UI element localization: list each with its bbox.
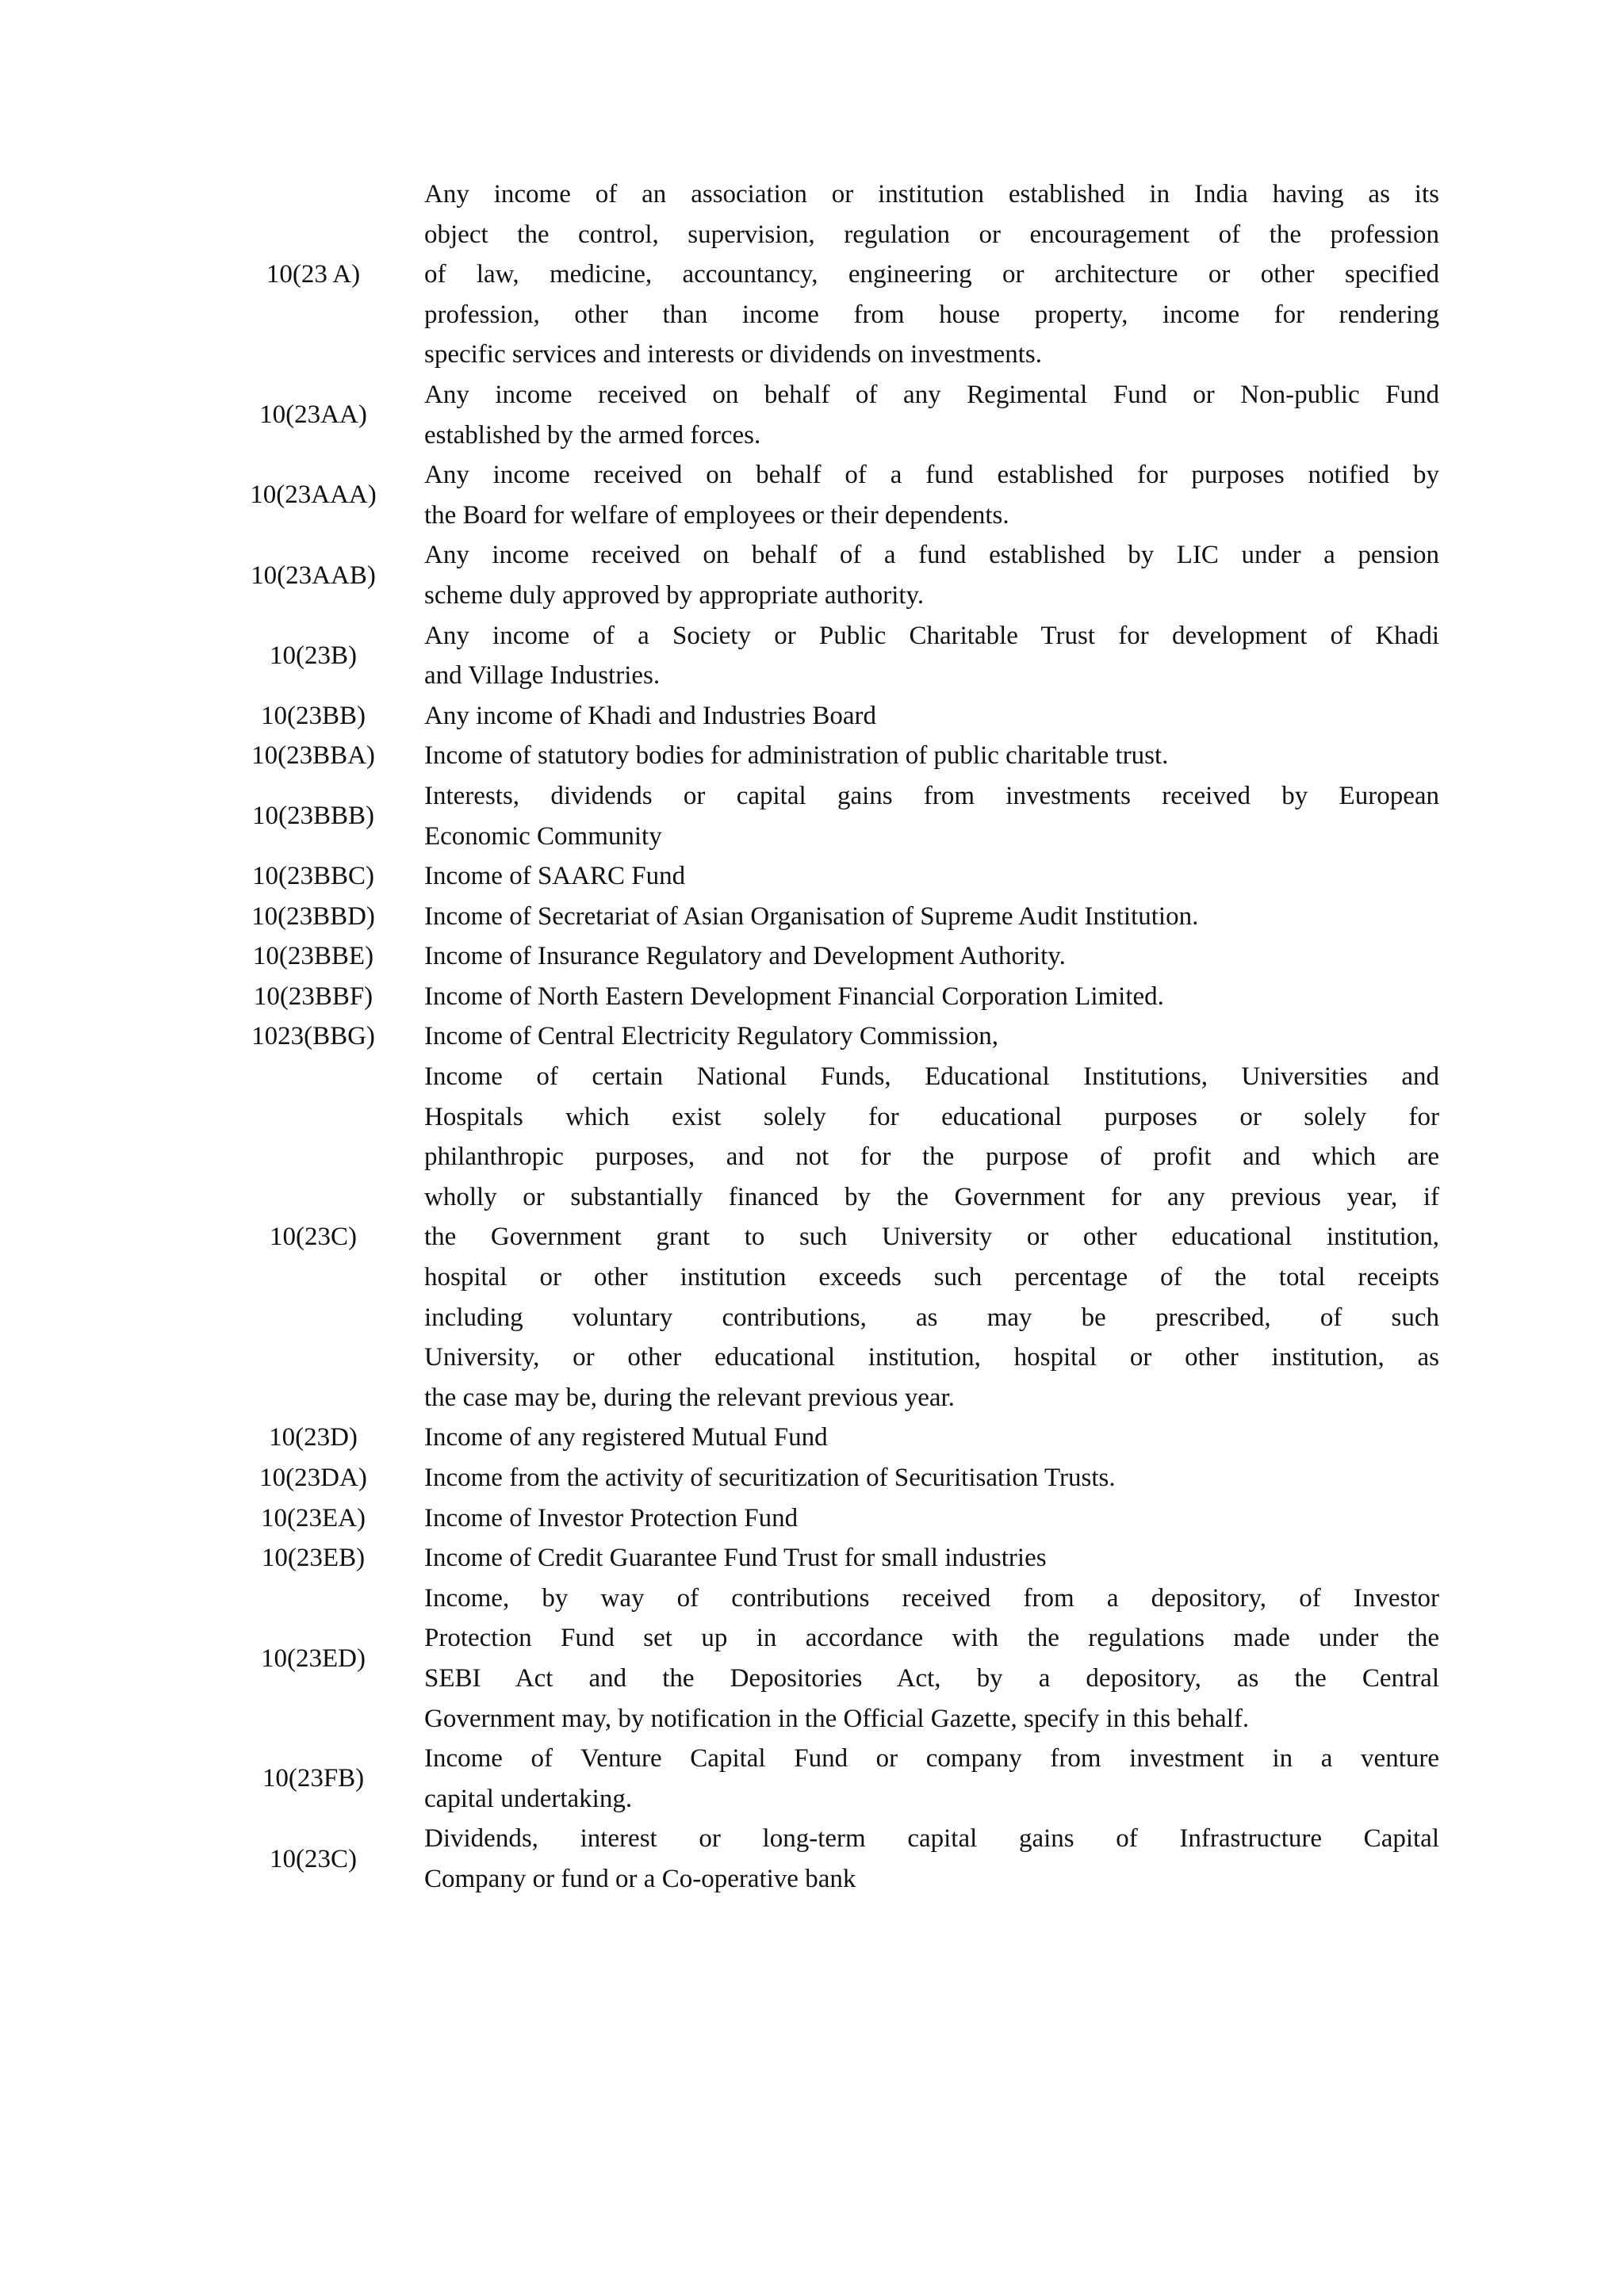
exemption-row <box>202 897 1439 937</box>
section-description <box>424 174 1439 375</box>
section-number: 10(23BBB) <box>251 802 374 831</box>
section-description <box>424 1458 1439 1498</box>
section-description <box>424 1739 1439 1819</box>
description-line: Dividends, interest or long-term capital gains of Infrastructure Capital <box>424 1824 1439 1854</box>
section-description <box>424 616 1439 696</box>
exemption-row <box>202 1057 1439 1418</box>
description-line: including voluntary contributions, as may be prescribed, of such <box>424 1303 1439 1332</box>
exemption-row <box>202 936 1439 977</box>
section-description <box>424 776 1439 856</box>
description-line: Hospitals which exist solely for educational purposes or solely for <box>424 1102 1439 1131</box>
description-line: Government may, by notification in the Official Gazette, specify in this behalf. <box>424 1704 1250 1733</box>
exemption-row <box>202 776 1439 856</box>
section-description <box>424 1418 1439 1458</box>
section-description <box>424 897 1439 937</box>
section-description <box>424 1538 1439 1578</box>
description-line: Income of certain National Funds, Educational Institutions, Universities and <box>424 1062 1439 1092</box>
exemption-row <box>202 1418 1439 1458</box>
section-number: 10(23BBE) <box>252 942 374 971</box>
description-line: Any income of a Society or Public Charitable Trust for development of Khadi <box>424 621 1439 650</box>
section-number: 10(23ED) <box>261 1644 366 1673</box>
description-line: Economic Community <box>424 821 662 851</box>
section-number: 10(23B) <box>270 641 357 670</box>
section-number: 10(23BB) <box>261 701 366 730</box>
description-line: Company or fund or a Co-operative bank <box>424 1864 856 1893</box>
description-line: Income of SAARC Fund <box>424 862 686 891</box>
exemption-row <box>202 1739 1439 1819</box>
section-description <box>424 1498 1439 1539</box>
description-line: SEBI Act and the Depositories Act, by a depository, as the Central <box>424 1663 1439 1693</box>
section-description <box>424 1057 1439 1418</box>
exemption-row <box>202 375 1439 455</box>
description-line: Income, by way of contributions received from a depository, of Investor <box>424 1583 1439 1613</box>
exemption-row <box>202 856 1439 897</box>
section-description <box>424 977 1439 1017</box>
section-description <box>424 535 1439 615</box>
description-line: scheme duly approved by appropriate authority. <box>424 580 925 610</box>
description-line: University, or other educational institution, hospital or other institution, as <box>424 1343 1439 1372</box>
section-number: 10(23C) <box>270 1844 357 1873</box>
description-line: the case may be, during the relevant previous year. <box>424 1383 955 1412</box>
exemption-list <box>202 174 1439 1900</box>
description-line: Any income of an association or institution established in India having as its <box>424 180 1439 209</box>
exemption-row <box>202 1016 1439 1057</box>
section-description <box>424 1578 1439 1739</box>
section-description <box>424 1016 1439 1057</box>
section-description <box>424 736 1439 776</box>
description-line: Income of Insurance Regulatory and Development Authority. <box>424 942 1066 971</box>
exemption-row <box>202 616 1439 696</box>
description-line: Any income received on behalf of a fund established by LIC under a pension <box>424 541 1439 570</box>
description-line: Any income of Khadi and Industries Board <box>424 701 877 730</box>
description-line: philanthropic purposes, and not for the purpose of profit and which are <box>424 1142 1439 1172</box>
section-number: 10(23FB) <box>262 1764 365 1793</box>
description-line: Income of Venture Capital Fund or company from investment in a venture <box>424 1744 1439 1774</box>
description-line: object the control, supervision, regulation or encouragement of the profession <box>424 220 1439 249</box>
section-description <box>424 936 1439 977</box>
section-number: 10(23BBF) <box>253 982 373 1011</box>
exemption-row <box>202 1578 1439 1739</box>
section-number: 10(23D) <box>269 1423 358 1452</box>
description-line: Income of Investor Protection Fund <box>424 1503 799 1533</box>
section-number: 10(23EA) <box>261 1503 366 1533</box>
exemption-row <box>202 174 1439 375</box>
exemption-row <box>202 696 1439 737</box>
description-line: specific services and interests or dividends on investments. <box>424 340 1042 369</box>
exemption-row <box>202 535 1439 615</box>
description-line: Interests, dividends or capital gains from investments received by European <box>424 781 1439 810</box>
section-number: 1023(BBG) <box>251 1022 375 1051</box>
description-line: Protection Fund set up in accordance with the regulations made under the <box>424 1624 1439 1653</box>
section-number: 10(23EB) <box>261 1544 366 1573</box>
description-line: capital undertaking. <box>424 1784 633 1813</box>
section-number: 10(23AAB) <box>251 561 376 590</box>
description-line: the Government grant to such University or other educational institution, <box>424 1223 1439 1252</box>
exemption-row <box>202 736 1439 776</box>
section-description <box>424 696 1439 737</box>
section-number: 10(23DA) <box>259 1464 367 1492</box>
description-line: Income of Credit Guarantee Fund Trust for small industries <box>424 1544 1047 1573</box>
description-line: the Board for welfare of employees or their dependents. <box>424 500 1009 530</box>
section-number: 10(23 A) <box>266 260 361 289</box>
section-description <box>424 1819 1439 1899</box>
description-line: of law, medicine, accountancy, engineering or architecture or other specified <box>424 260 1439 289</box>
exemption-row <box>202 455 1439 535</box>
exemption-row <box>202 1819 1439 1899</box>
description-line: Income of North Eastern Development Financial Corporation Limited. <box>424 982 1164 1011</box>
section-number: 10(23BBC) <box>251 862 374 891</box>
section-number: 10(23AAA) <box>250 480 377 510</box>
section-number: 10(23C) <box>270 1223 357 1252</box>
section-number: 10(23AA) <box>259 400 367 430</box>
description-line: Income of any registered Mutual Fund <box>424 1423 828 1452</box>
description-line: Income of Secretariat of Asian Organisation of Supreme Audit Institution. <box>424 901 1199 931</box>
description-line: hospital or other institution exceeds such percentage of the total receipts <box>424 1263 1439 1292</box>
description-line: Income of statutory bodies for administration of public charitable trust. <box>424 741 1169 771</box>
description-line: established by the armed forces. <box>424 420 761 450</box>
description-line: Income of Central Electricity Regulatory Commission, <box>424 1022 999 1051</box>
section-description <box>424 455 1439 535</box>
section-number: 10(23BBA) <box>251 741 375 771</box>
section-number: 10(23BBD) <box>251 901 375 931</box>
exemption-row <box>202 1498 1439 1539</box>
section-description <box>424 856 1439 897</box>
exemption-row <box>202 977 1439 1017</box>
exemption-row <box>202 1538 1439 1578</box>
description-line: Any income received on behalf of a fund established for purposes notified by <box>424 461 1439 490</box>
exemption-row <box>202 1458 1439 1498</box>
description-line: Income from the activity of securitization of Securitisation Trusts. <box>424 1464 1116 1492</box>
section-description <box>424 375 1439 455</box>
description-line: wholly or substantially financed by the Government for any previous year, if <box>424 1182 1439 1211</box>
description-line: and Village Industries. <box>424 661 661 691</box>
description-line: profession, other than income from house property, income for rendering <box>424 300 1439 329</box>
description-line: Any income received on behalf of any Regimental Fund or Non-public Fund <box>424 380 1439 409</box>
